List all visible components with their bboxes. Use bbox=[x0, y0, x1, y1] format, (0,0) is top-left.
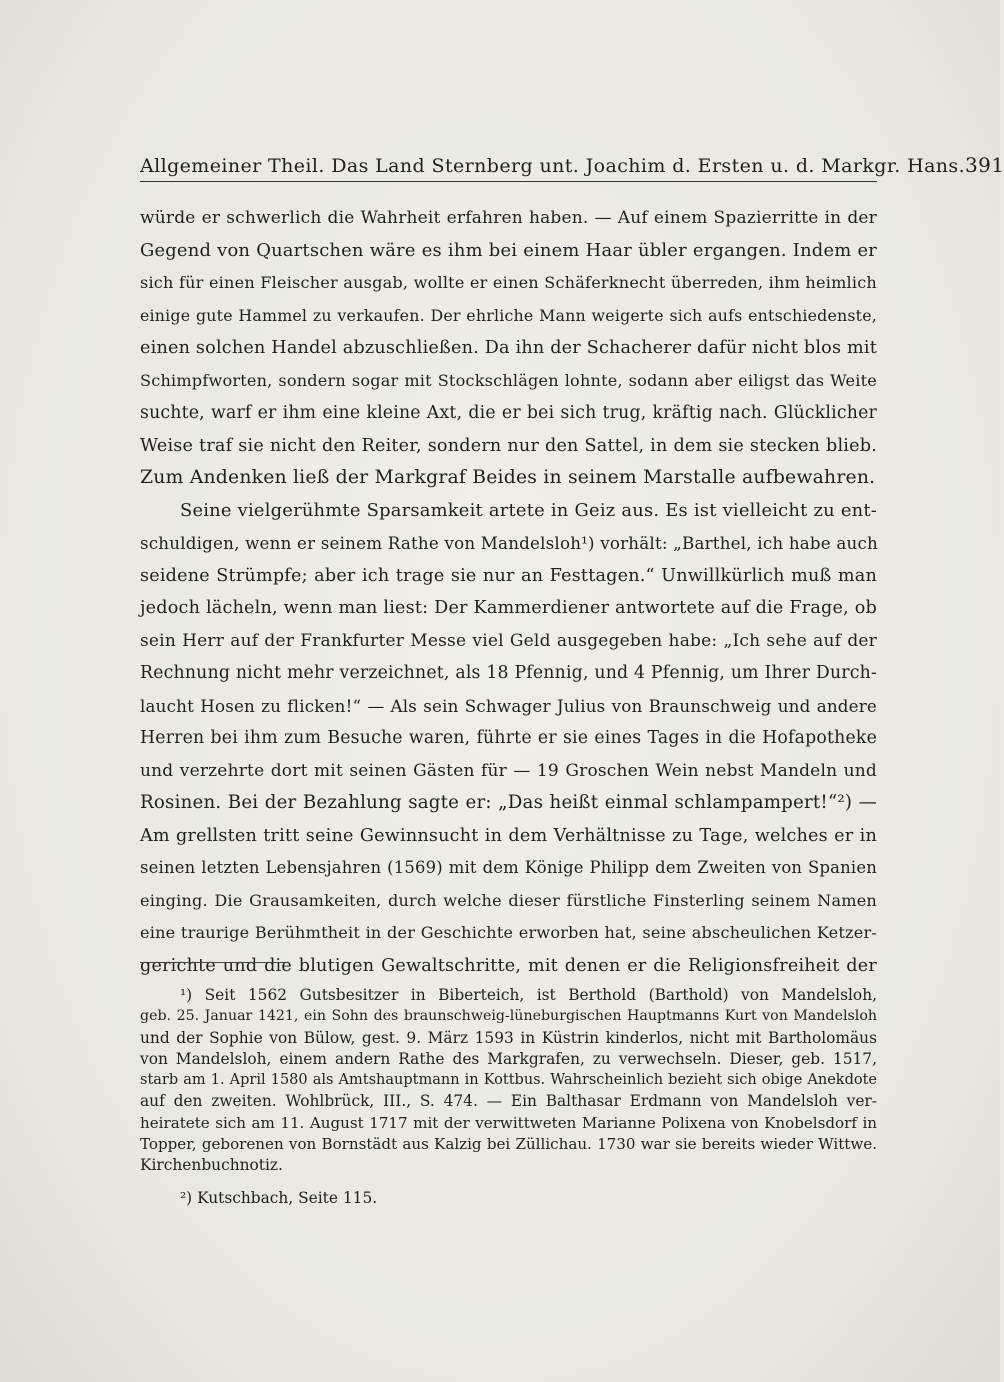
text-line: Zum Andenken ließ der Markgraf Beides in seinem Marstalle aufbewahren. bbox=[140, 467, 876, 488]
footnote-divider bbox=[140, 962, 285, 963]
footnotes bbox=[140, 985, 877, 1209]
text-line: eine traurige Berühmtheit in der Geschichte erworben hat, seine abscheulichen Ketzer- bbox=[140, 923, 877, 942]
text-line: seidene Strümpfe; aber ich trage sie nur an Festtagen.“ Unwillkürlich muß man bbox=[140, 565, 877, 586]
footnote-line: geb. 25. Januar 1421, ein Sohn des braunschweig-lüneburgischen Hauptmanns Kurt von Mandelsloh bbox=[140, 1008, 877, 1025]
footnote-1 bbox=[140, 985, 877, 1177]
text-line: sich für einen Fleischer ausgab, wollte er einen Schäferknecht überreden, ihm heimlich bbox=[140, 273, 877, 292]
footnote-line: ¹) Seit 1562 Gutsbesitzer in Biberteich, ist Berthold (Barthold) von Mandelsloh, bbox=[180, 986, 877, 1004]
footnote-2 bbox=[140, 1188, 877, 1209]
footnote-line: heiratete sich am 11. August 1717 mit der verwittweten Marianne Polixena von Knobelsdorf in bbox=[140, 1113, 877, 1132]
text-line: Am grellsten tritt seine Gewinnsucht in dem Verhältnisse zu Tage, welches er in bbox=[140, 825, 877, 846]
text-line: Rosinen. Bei der Bezahlung sagte er: „Das heißt einmal schlampampert!“²) — bbox=[140, 792, 877, 813]
footnote-line: auf den zweiten. Wohlbrück, III., S. 474. — Ein Balthasar Erdmann von Mandelsloh ver- bbox=[140, 1092, 877, 1111]
footnote-line: starb am 1. April 1580 als Amtshauptmann in Kottbus. Wahrscheinlich bezieht sich obige Anekdote bbox=[140, 1072, 877, 1089]
text-line: Herren bei ihm zum Besuche waren, führte er sie eines Tages in die Hofapotheke bbox=[140, 728, 877, 748]
text-line: Schimpfworten, sondern sogar mit Stockschlägen lohnte, sodann aber eiligst das Weite bbox=[140, 370, 877, 390]
text-line: Gegend von Quartschen wäre es ihm bei einem Haar übler ergangen. Indem er bbox=[140, 239, 877, 261]
text-line: Seine vielgerühmte Sparsamkeit artete in Geiz aus. Es ist vielleicht zu ent- bbox=[180, 499, 877, 521]
text-line: Weise traf sie nicht den Reiter, sondern nur den Sattel, in dem sie stecken blieb. bbox=[140, 435, 877, 456]
running-head-title: Allgemeiner Theil. Das Land Sternberg unt. Joachim d. Ersten u. d. Markgr. Hans. bbox=[140, 155, 966, 177]
text-line: Rechnung nicht mehr verzeichnet, als 18 Pfennig, und 4 Pfennig, um Ihrer Durch- bbox=[140, 663, 877, 683]
text-line: seinen letzten Lebensjahren (1569) mit dem Könige Philipp dem Zweiten von Spanien bbox=[140, 858, 877, 877]
text-line: und verzehrte dort mit seinen Gästen für — 19 Groschen Wein nebst Mandeln und bbox=[140, 760, 877, 781]
text-line: sein Herr auf der Frankfurter Messe viel Geld ausgegeben habe: „Ich sehe auf der bbox=[140, 630, 877, 651]
footnote-line: von Mandelsloh, einem andern Rathe des Markgrafen, zu verwechseln. Dieser, geb. 1517, bbox=[140, 1049, 877, 1068]
text-line: laucht Hosen zu flicken!“ — Als sein Schwager Julius von Braunschweig und andere bbox=[140, 695, 877, 716]
text-line: jedoch lächeln, wenn man liest: Der Kammerdiener antwortete auf die Frage, ob bbox=[140, 598, 877, 618]
text-line: einging. Die Grausamkeiten, durch welche dieser fürstliche Finsterling seinem Namen bbox=[140, 890, 877, 910]
text-line: würde er schwerlich die Wahrheit erfahren haben. — Auf einem Spazierritte in der bbox=[140, 208, 877, 228]
footnote-line: ²) Kutschbach, Seite 115. bbox=[180, 1188, 378, 1207]
footnote-line: Kirchenbuchnotiz. bbox=[140, 1156, 283, 1175]
text-line: schuldigen, wenn er seinem Rathe von Mandelsloh¹) vorhält: „Barthel, ich habe auch bbox=[140, 533, 878, 553]
running-head bbox=[140, 150, 1004, 182]
footnote-line: und der Sophie von Bülow, gest. 9. März 1593 in Küstrin kinderlos, nicht mit Bartholomäus bbox=[140, 1028, 877, 1047]
text-line: suchte, warf er ihm eine kleine Axt, die er bei sich trug, kräftig nach. Glücklicher bbox=[140, 403, 877, 423]
text-line: gerichte und die blutigen Gewaltschritte, mit denen er die Religionsfreiheit der bbox=[140, 955, 877, 976]
main-text bbox=[140, 202, 877, 982]
text-line: einen solchen Handel abzuschließen. Da ihn der Schacherer dafür nicht blos mit bbox=[140, 338, 877, 358]
page-number: 391 bbox=[965, 153, 1004, 177]
footnote-line: Topper, geborenen von Bornstädt aus Kalzig bei Züllichau. 1730 war sie bereits wieder Wittwe. bbox=[140, 1135, 877, 1154]
text-line: einige gute Hammel zu verkaufen. Der ehrliche Mann weigerte sich aufs entschiedenste, bbox=[140, 305, 877, 325]
